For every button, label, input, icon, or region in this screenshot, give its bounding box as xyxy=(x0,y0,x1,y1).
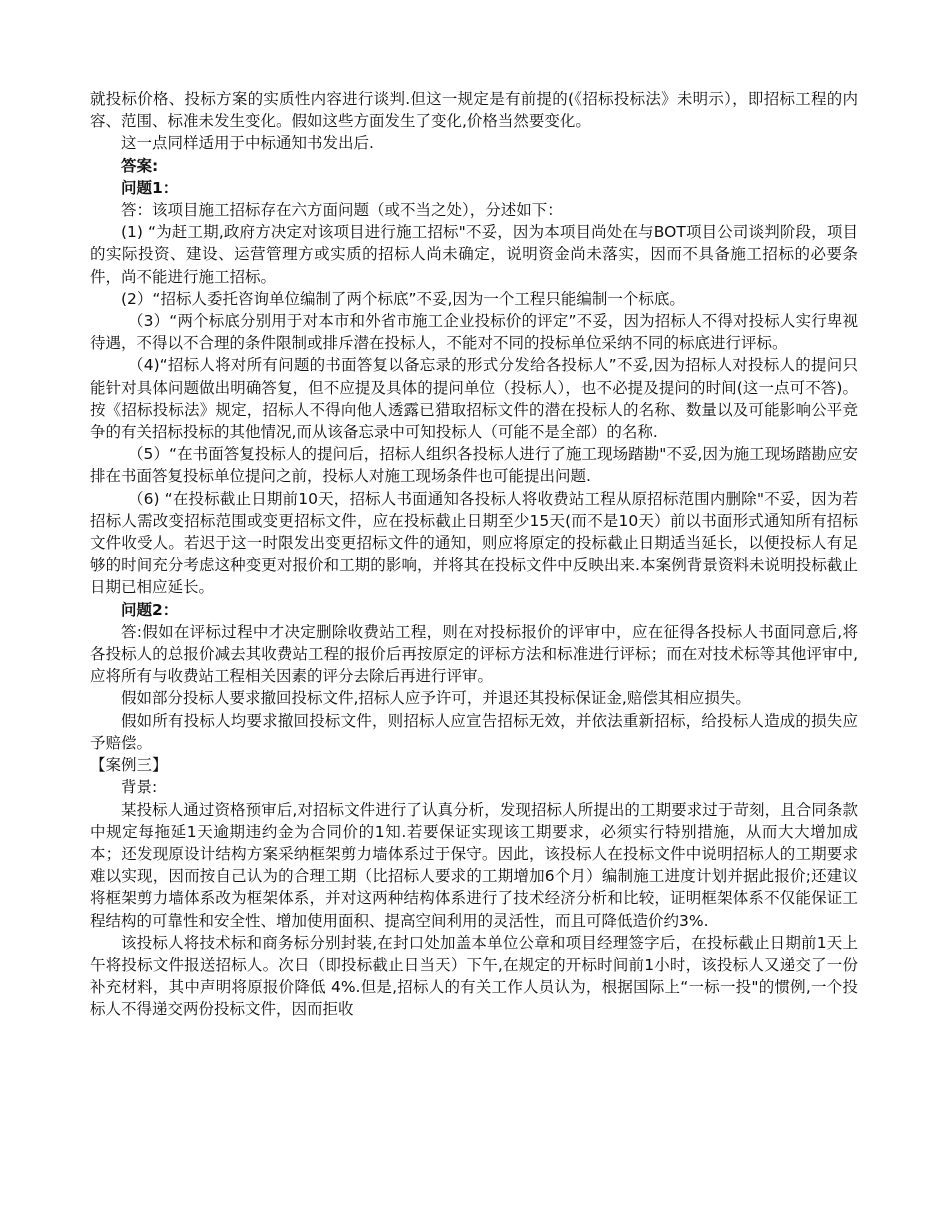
body-paragraph: 就投标价格、投标方案的实质性内容进行谈判.但这一规定是有前提的(《招标投标法》未明示），即招标工程的内容、范围、标准未发生变化。假如这些方面发生了变化,价格当然要变化。 xyxy=(90,90,858,131)
body-paragraph: 该投标人将技术标和商务标分别封装,在封口处加盖本单位公章和项目经理签字后，在投标截止日期前1天上午将投标文件报送招标人。次日（即投标截止日当天）下午,在规定的开标时间前1小时，该投标人又递交了一份补充材料，其中声明将原报价降低 4%.但是,招标人的有关工作人员认为，根据国际上“一标一投"的惯例,一个投标人不得递交两份投标文件，因而拒收 xyxy=(90,933,858,1019)
body-paragraph: 假如所有投标人均要求撤回投标文件，则招标人应宣告招标无效，并依法重新招标，给投标人造成的损失应予赔偿。 xyxy=(90,711,858,752)
case-heading: 【案例三】 xyxy=(90,756,168,775)
list-item: （5）“在书面答复投标人的提问后，招标人组织各投标人进行了施工现场踏勘"不妥,因为施工现场踏勘应安排在书面答复投标单位提问之前，投标人对施工现场条件也可能提出问题. xyxy=(90,445,858,486)
body-paragraph: 答:假如在评标过程中才决定删除收费站工程，则在对投标报价的评审中，应在征得各投标人书面同意后,将各投标人的总报价减去其收费站工程的报价后再按原定的评标方法和标准进行评标；而在对技术标等其他评审中,应将所有与收费站工程相关因素的评分去除后再进行评审。 xyxy=(90,622,858,686)
list-item: (1) “为赶工期,政府方决定对该项目进行施工招标"不妥，因为本项目尚处在与BOT项目公司谈判阶段，项目的实际投资、建设、运营管理方或实质的招标人尚未确定，说明资金尚未落实，因而不具备施工招标的必要条件，尚不能进行施工招标。 xyxy=(90,223,858,286)
body-paragraph: 某投标人通过资格预审后,对招标文件进行了认真分析，发现招标人所提出的工期要求过于苛刻，且合同条款中规定每拖延1天逾期违约金为合同价的1知.若要保证实现该工期要求，必须实行特别措施，从而大大增加成本；还发现原设计结构方案采纳框架剪力墙体系过于保守。因此，该投标人在投标文件中说明招标人的工期要求难以实现，因而按自己认为的合理工期（比招标人要求的工期增加6个月）编制施工进度计划并据此报价;还建议将框架剪力墙体系改为框架体系，并对这两种结构体系进行了技术经济分析和比较，证明框架体系不仅能保证工程结构的可靠性和安全性、增加使用面积、提高空间利用的灵活性，而且可降低造价约3%. xyxy=(90,800,858,930)
body-paragraph: 答：该项目施工招标存在六方面问题（或不当之处），分述如下： xyxy=(121,201,563,220)
section-heading-question-1: 问题1： xyxy=(121,178,179,197)
list-item: （6) “在投标截止日期前10天，招标人书面通知各投标人将收费站工程从原招标范围内删除"不妥，因为若招标人需改变招标范围或变更招标文件，应在投标截止日期至少15天(而不是10天）前以书面形式通知所有招标文件收受人。若迟于这一时限发出变更招标文件的通知，则应将原定的投标截止日期适当延长，以便投标人有足够的时间充分考虑这种变更对报价和工期的影响，并将其在投标文件中反映出来.本案例背景资料未说明投标截止日期已相应延长。 xyxy=(90,489,858,597)
list-item: （3）“两个标底分别用于对本市和外省市施工企业投标价的评定”不妥，因为招标人不得对投标人实行卑视待遇，不得以不合理的条件限制或排斥潜在投标人，不能对不同的投标单位采纳不同的标底进行评标。 xyxy=(90,312,858,353)
section-heading-question-2: 问题2： xyxy=(121,600,179,619)
list-item: (2）“招标人委托咨询单位编制了两个标底”不妥,因为一个工程只能编制一个标底。 xyxy=(121,289,685,308)
background-label: 背景: xyxy=(121,778,158,797)
body-paragraph: 这一点同样适用于中标通知书发出后. xyxy=(121,134,374,153)
section-heading-answer: 答案: xyxy=(121,156,159,175)
list-item: （4)“招标人将对所有问题的书面答复以备忘录的形式分发给各投标人”不妥,因为招标人对投标人的提问只能针对具体问题做出明确答复，但不应提及具体的提问单位（投标人），也不必提及提问的时间(这一点可不答)。按《招标投标法》规定，招标人不得向他人透露已猎取招标文件的潜在投标人的名称、数量以及可能影响公平竞争的有关招标投标的其他情况,而从该备忘录中可知投标人（可能不是全部）的名称. xyxy=(90,356,858,442)
body-paragraph: 假如部分投标人要求撤回投标文件,招标人应予许可，并退还其投标保证金,赔偿其相应损失。 xyxy=(121,689,751,708)
